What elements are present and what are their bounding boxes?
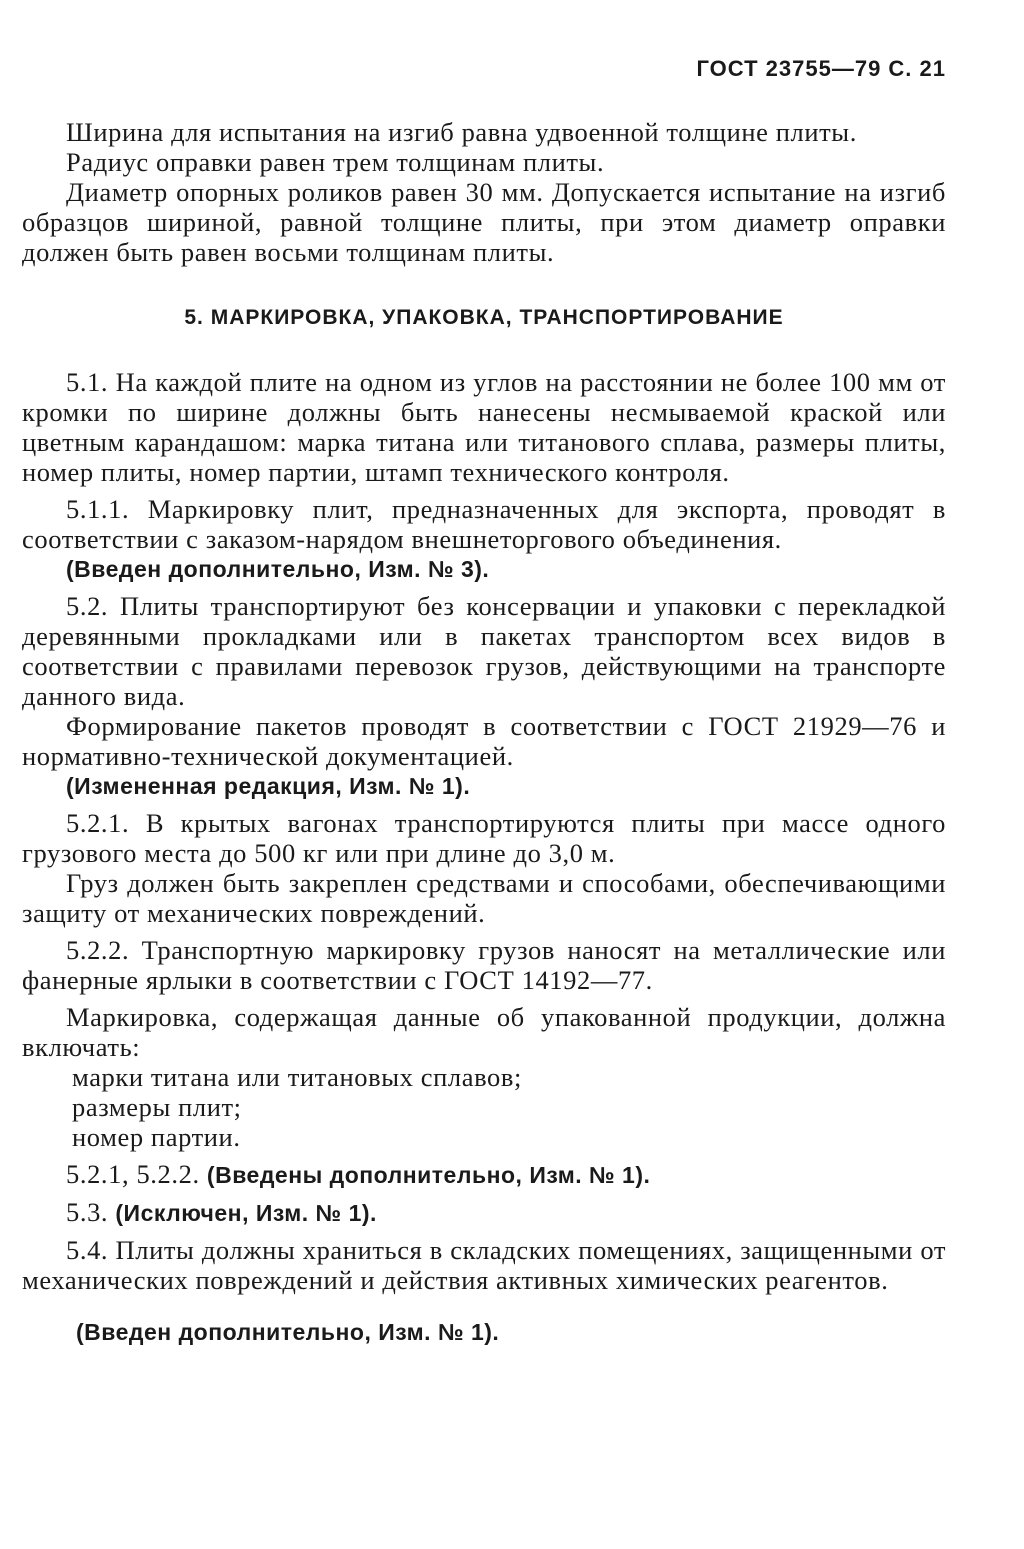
note-prefix: 5.2.1, 5.2.2. (66, 1159, 200, 1189)
paragraph-5-2-2: 5.2.2. Транспортную маркировку грузов наносят на металлические или фанерные ярлыки в соответствии с ГОСТ 14192—77. (22, 935, 946, 995)
paragraph-bend-width: Ширина для испытания на изгиб равна удвоенной толщине плиты. (66, 117, 857, 147)
section-title: 5. МАРКИРОВКА, УПАКОВКА, ТРАНСПОРТИРОВАНИЕ (184, 306, 784, 329)
list-item: размеры плит; (72, 1092, 242, 1122)
paragraph-mandrel-radius: Радиус оправки равен трем толщинам плиты. (66, 147, 605, 177)
note-5-4: (Введен дополнительно, Изм. № 1). (76, 1319, 500, 1345)
item-number: 5.3. (66, 1197, 109, 1227)
paragraph-5-3 (22, 1197, 946, 1228)
note-5-2: (Измененная редакция, Изм. № 1). (66, 773, 471, 799)
page-header: ГОСТ 23755—79 С. 21 (696, 56, 946, 81)
marking-list (22, 1062, 946, 1152)
paragraph-5-2-packages: Формирование пакетов проводят в соответствии с ГОСТ 21929—76 и нормативно-технической документацией. (22, 711, 946, 771)
paragraph-5-1-1: 5.1.1. Маркировку плит, предназначенных для экспорта, проводят в соответствии с заказом-нарядом внешнеторгового объединения. (22, 494, 946, 554)
paragraph-5-4: 5.4. Плиты должны храниться в складских помещениях, защищенными от механических повреждений и действия активных химических реагентов. (22, 1235, 946, 1295)
paragraph-5-1: 5.1. На каждой плите на одном из углов на расстоянии не более 100 мм от кромки по ширине должны быть нанесены несмываемой краской или цветным карандашом: марка титана или титанового сплава, размеры плиты, номер плиты, номер партии, штамп технического контроля. (22, 367, 946, 487)
document-body (22, 117, 946, 1354)
paragraph-5-2-1: 5.2.1. В крытых вагонах транспортируются плиты при массе одного грузового места до 500 кг или при длине до 3,0 м. (22, 808, 946, 868)
list-item: номер партии. (72, 1122, 241, 1152)
paragraph-5-2-1-cargo: Груз должен быть закреплен средствами и способами, обеспечивающими защиту от механических повреждений. (22, 868, 946, 928)
paragraph-5-2-2-marking: Маркировка, содержащая данные об упакованной продукции, должна включать: (22, 1002, 946, 1062)
note-text: (Введены дополнительно, Изм. № 1). (206, 1162, 651, 1188)
list-item: марки титана или титановых сплавов; (72, 1062, 522, 1092)
note-5-2-1-5-2-2 (22, 1159, 946, 1190)
note-text: (Исключен, Изм. № 1). (115, 1200, 377, 1226)
paragraph-5-2: 5.2. Плиты транспортируют без консервации и упаковки с перекладкой деревянными прокладками или в пакетах транспортом всех видов в соответствии с правилами перевозок грузов, действующими на транспорте данного вида. (22, 591, 946, 711)
paragraph-roller-diameter: Диаметр опорных роликов равен 30 мм. Допускается испытание на изгиб образцов шириной, равной толщине плиты, при этом диаметр оправки должен быть равен восьми толщинам плиты. (22, 177, 946, 267)
note-5-1-1: (Введен дополнительно, Изм. № 3). (66, 556, 490, 582)
